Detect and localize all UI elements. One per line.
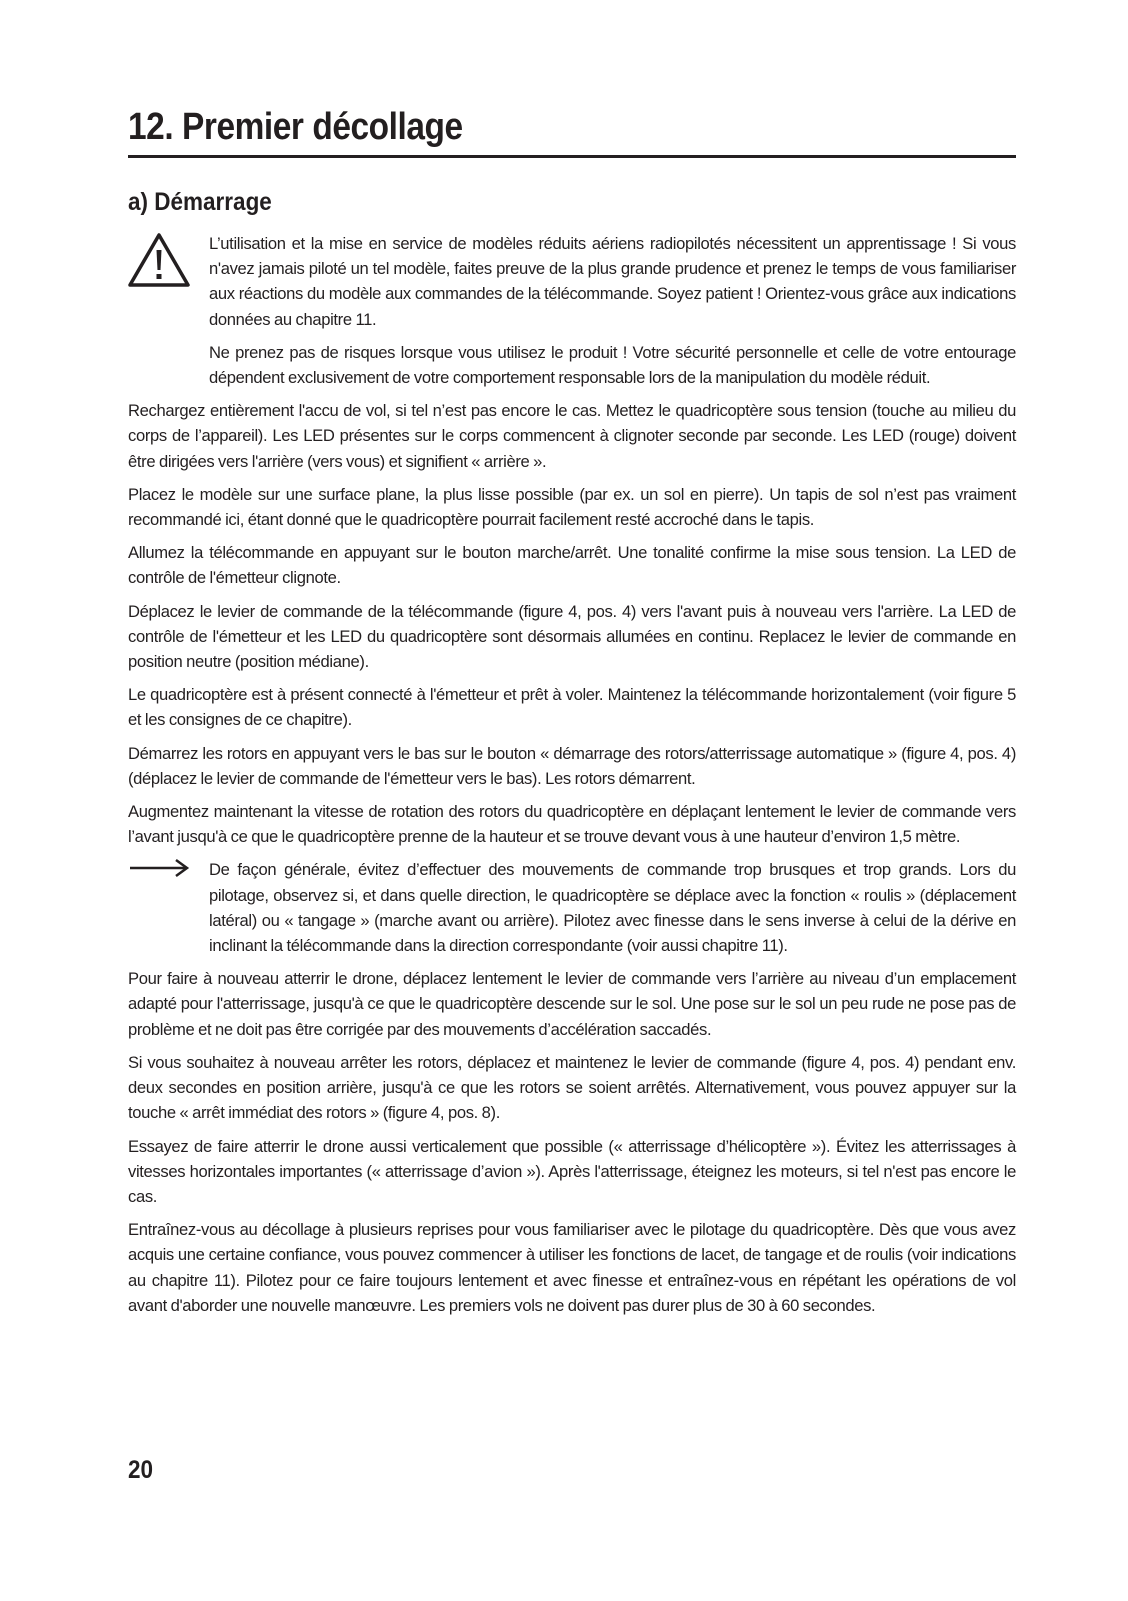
note-paragraph: De façon générale, évitez d’effectuer des mouvements de commande trop brusques et trop grands. Lors du pilotage, observez si, et dans quelle direction, le quadricoptère se déplace avec la fonction « roulis » (déplacement latéral) ou « tangage » (marche avant ou arrière). Pilotez avec finesse dans le sens inverse à celui de la dérive en inclinant la télécommande dans la direction correspondante (voir aussi chapitre 11). [209, 860, 1016, 956]
note-block [128, 857, 1016, 958]
page-number: 20 [128, 1456, 154, 1484]
arrow-right-icon [128, 857, 190, 879]
paragraph: Entraînez-vous au décollage à plusieurs reprises pour vous familiariser avec le pilotage du quadricoptère. Dès que vous avez acquis une certaine confiance, vous pouvez commencer à utiliser les fonctions de lacet, de tangage et de roulis (voir indications au chapitre 11). Pilotez pour ce faire toujours lentement et avec finesse et entraînez-vous en répétant les opérations de vol avant d'aborder une nouvelle manœuvre. Les premiers vols ne doivent pas durer plus de 30 à 60 secondes. [128, 1220, 1016, 1315]
chapter-title: 12. Premier décollage [128, 106, 463, 148]
warning-paragraph-1: L’utilisation et la mise en service de modèles réduits aériens radiopilotés nécessitent un apprentissage ! Si vous n'avez jamais piloté un tel modèle, faites preuve de la plus grande prudence et prenez le temps de vous familiariser aux réactions du modèle aux commandes de la télécommande. Soyez patient ! Orientez-vous grâce aux indications données au chapitre 11. [209, 234, 1016, 329]
paragraph: Augmentez maintenant la vitesse de rotation des rotors du quadricoptère en déplaçant lentement le levier de commande vers l’avant jusqu'à ce que le quadricoptère prenne de la hauteur et se trouve devant vous à une hauteur d’environ 1,5 mètre. [128, 802, 1016, 847]
paragraph: Si vous souhaitez à nouveau arrêter les rotors, déplacez et maintenez le levier de commande (figure 4, pos. 4) pendant env. deux secondes en position arrière, jusqu'à ce que les rotors se soient arrêtés. Alternativement, vous pouvez appuyer sur la touche « arrêt immédiat des rotors » (figure 4, pos. 8). [128, 1052, 1016, 1123]
warning-triangle-icon [126, 231, 192, 291]
paragraph: Pour faire à nouveau atterrir le drone, déplacez lentement le levier de commande vers l’arrière au niveau d’un emplacement adapté pour l'atterrissage, jusqu'à ce que le quadricoptère descende sur le sol. Une pose sur le sol un peu rude ne pose pas de problème et ne doit pas être corrigée par des mouvements d’accélération saccadés. [128, 969, 1016, 1039]
body-content [128, 231, 1016, 1326]
paragraph: Essayez de faire atterrir le drone aussi verticalement que possible (« atterrissage d’hélicoptère »). Évitez les atterrissages à vitesses horizontales importantes (« atterrissage d’avion »). Après l'atterrissage, éteignez les moteurs, si tel n'est pas encore le cas. [128, 1136, 1016, 1206]
warning-block [128, 231, 1016, 390]
paragraph: Rechargez entièrement l'accu de vol, si tel n’est pas encore le cas. Mettez le quadricoptère sous tension (touche au milieu du corps de l’appareil). Les LED présentes sur le corps commencent à clignoter seconde par seconde. Les LED (rouge) doivent être dirigées vers l'arrière (vers vous) et signifient « arrière ». [128, 401, 1016, 471]
section-heading: a) Démarrage [128, 188, 272, 216]
paragraph: Allumez la télécommande en appuyant sur le bouton marche/arrêt. Une tonalité confirme la mise sous tension. La LED de contrôle de l'émetteur clignote. [128, 543, 1016, 588]
title-rule [128, 155, 1016, 158]
paragraph: Démarrez les rotors en appuyant vers le bas sur le bouton « démarrage des rotors/atterrissage automatique » (figure 4, pos. 4) (déplacez le levier de commande de l'émetteur vers le bas). Les rotors démarrent. [128, 743, 1016, 788]
paragraph: Déplacez le levier de commande de la télécommande (figure 4, pos. 4) vers l'avant puis à nouveau vers l'arrière. La LED de contrôle de l'émetteur et les LED du quadricoptère sont désormais allumées en continu. Replacez le levier de commande en position neutre (position médiane). [128, 601, 1016, 672]
paragraph: Le quadricoptère est à présent connecté à l'émetteur et prêt à voler. Maintenez la télécommande horizontalement (voir figure 5 et les consignes de ce chapitre). [128, 685, 1016, 730]
paragraph: Placez le modèle sur une surface plane, la plus lisse possible (par ex. un sol en pierre). Un tapis de sol n’est pas vraiment recommandé ici, étant donné que le quadricoptère pourrait facilement resté accroché dans le tapis. [128, 484, 1016, 530]
warning-paragraph-2: Ne prenez pas de risques lorsque vous utilisez le produit ! Votre sécurité personnelle et celle de votre entourage dépendent exclusivement de votre comportement responsable lors de la manipulation du modèle réduit. [209, 342, 1016, 388]
